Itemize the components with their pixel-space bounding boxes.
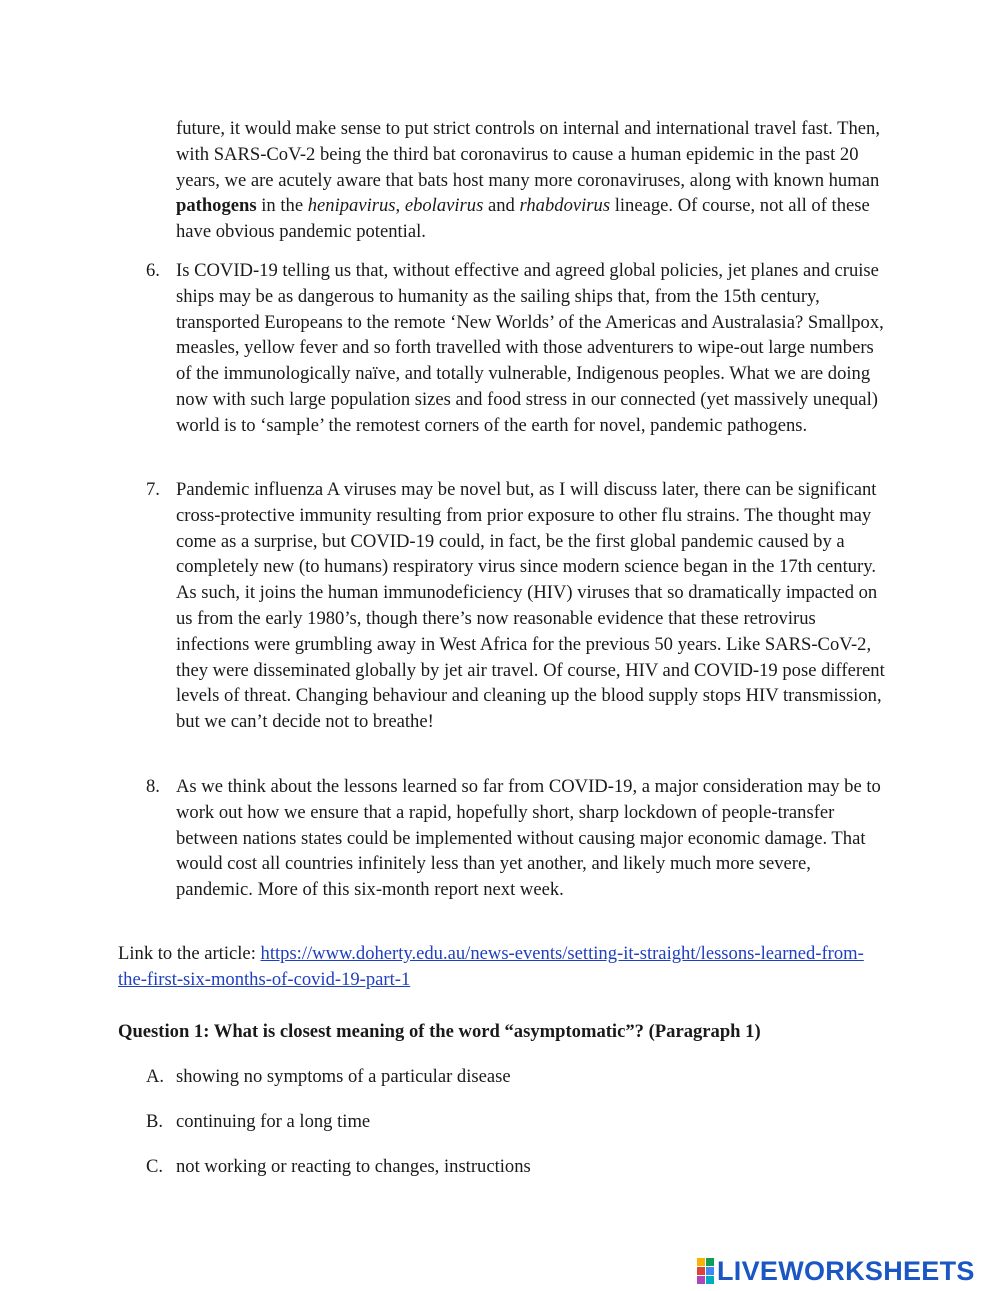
option-b[interactable] [118,1109,888,1135]
article-link[interactable]: https://www.doherty.edu.au/news-events/setting-it-straight/lessons-learned-from-the-first-six-months-of-covid-19-part-1 [118,943,864,990]
intro-text-mid3: and [483,195,520,217]
intro-italic-rhabdovirus: rhabdovirus [519,195,611,217]
intro-text-before: future, it would make sense to put strict controls on internal and international travel fast. Then, with SARS-CoV-2 being the third bat coronavirus to cause a human epidemic in the past 20 years, we are acutely aware that bats host many more coronaviruses, along with known human [176,118,880,191]
liveworksheets-logo [697,1257,975,1285]
option-letter: B. [146,1111,164,1132]
option-a[interactable] [118,1064,888,1090]
intro-italic-ebolavirus: ebolavirus [404,195,484,217]
article-link-label: Link to the article: [118,943,261,964]
list-item-number: 7. [146,479,160,500]
logo-wordmark: LIVEWORKSHEETS [717,1255,975,1286]
article-link-line [118,941,888,993]
intro-italic-henipavirus: henipavirus [307,195,396,217]
question-1: Question 1: What is closest meaning of the word “asymptomatic”? (Paragraph 1) [118,1021,761,1042]
intro-text-mid1: in the [256,195,308,217]
intro-bold-pathogens: pathogens [176,195,257,217]
option-letter: C. [146,1156,164,1177]
list-item-number: 8. [146,776,160,797]
option-letter: A. [146,1066,165,1087]
liveworksheets-logo-icon [697,1258,714,1284]
option-c[interactable] [118,1154,888,1180]
intro-text-after: lineage. Of course, not all of these have obvious pandemic potential. [176,195,870,243]
list-item-7 [118,477,888,735]
list-item-text: Is COVID-19 telling us that, without effective and agreed global policies, jet planes and cruise ships may be as dangerous to humanity as the sailing ships that, from the 15th century, transported Europeans to the remote ‘New Worlds’ of the Americas and Australasia? Smallpox, measles, yellow fever and so forth travelled with those adventurers to wipe-out large numbers of the immunologically naïve, and totally vulnerable, Indigenous peoples. What we are doing now with such large population sizes and food stress in our connected (yet massively unequal) world is to ‘sample’ the remotest corners of the earth for novel, pandemic pathogens. [176,260,884,436]
list-item-8 [118,774,888,903]
list-item-number: 6. [146,260,160,281]
option-text: showing no symptoms of a particular disease [176,1066,511,1087]
intro-text-mid2: , [395,195,405,217]
option-text: not working or reacting to changes, instructions [176,1156,531,1177]
list-item-text: As we think about the lessons learned so far from COVID-19, a major consideration may be to work out how we ensure that a rapid, hopefully short, sharp lockdown of people-transfer between nations states could be implemented without causing major economic damage. That would cost all countries infinitely less than yet another, and likely much more severe, pandemic. More of this six-month report next week. [176,776,881,901]
list-item-6 [118,258,888,439]
intro-paragraph [176,116,888,245]
list-item-text: Pandemic influenza A viruses may be novel but, as I will discuss later, there can be significant cross-protective immunity resulting from prior exposure to other flu strains. The thought may come as a surprise, but COVID-19 could, in fact, be the first global pandemic caused by a completely new (to humans) respiratory virus since modern science began in the 17th century. As such, it joins the human immunodeficiency (HIV) viruses that so dramatically impacted on us from the early 1980’s, though there’s now reasonable evidence that these retrovirus infections were grumbling away in West Africa for the previous 50 years. Like SARS-CoV-2, they were disseminated globally by jet air travel. Of course, HIV and COVID-19 pose different levels of threat. Changing behaviour and cleaning up the blood supply stops HIV transmission, but we can’t decide not to breathe! [176,479,885,733]
option-text: continuing for a long time [176,1111,371,1132]
